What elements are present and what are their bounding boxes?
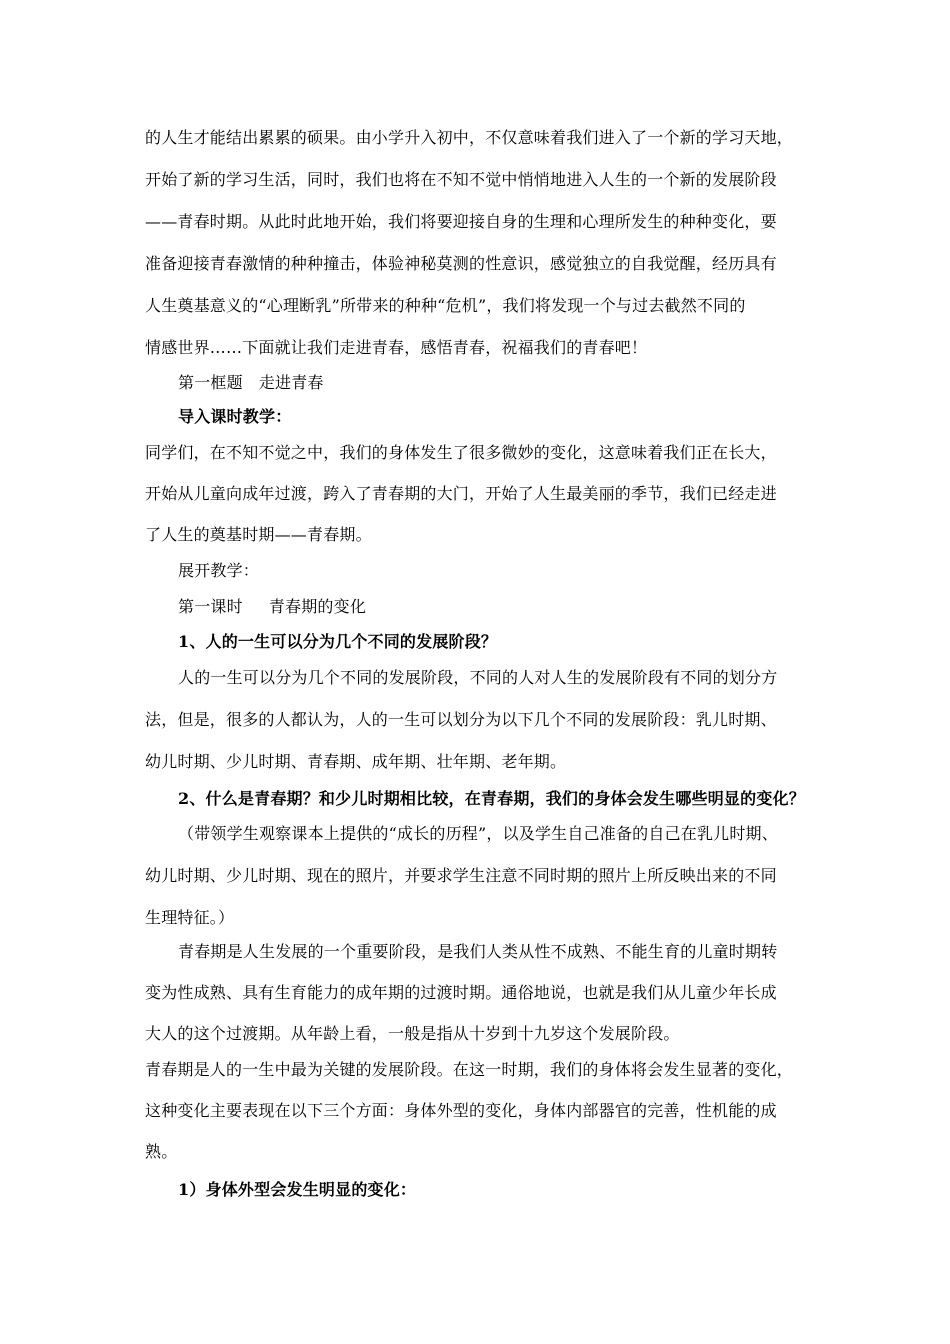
section-title: 走进青春 [258, 373, 324, 392]
note-line: （带领学生观察课本上提供的“成长的历程”，以及学生自己准备的自己在乳儿时期、 [178, 824, 778, 843]
definition-line: 变为性成熟、具有生育能力的成年期的过渡时期。通俗地说，也就是我们从儿童少年长成 [145, 983, 777, 1002]
intro-line: 开始了新的学习生活，同时，我们也将在不知不觉中悄悄地进入人生的一个新的发展阶段 [145, 170, 777, 189]
lead-in-heading: 导入课时教学： [178, 407, 292, 426]
definition-line: 青春期是人生发展的一个重要阶段，是我们人类从性不成熟、不能生育的儿童时期转 [178, 942, 778, 961]
lesson-label: 第一课时 [178, 597, 243, 616]
intro-line: 准备迎接青春激情的种种撞击，体验神秘莫测的性意识，感觉独立的自我觉醒，经历具有 [145, 254, 777, 273]
question-2: 2、什么是青春期？和少儿时期相比较，在青春期，我们的身体会发生哪些明显的变化？ [178, 789, 805, 808]
answer-1-line: 法，但是，很多的人都认为，人的一生可以划分为以下几个不同的发展阶段：乳儿时期、 [145, 710, 777, 729]
definition-line: 大人的这个过渡期。从年龄上看，一般是指从十岁到十九岁这个发展阶段。 [145, 1024, 680, 1043]
note-line: 生理特征。） [145, 908, 235, 927]
intro-line: 的人生才能结出累累的硕果。由小学升入初中，不仅意味着我们进入了一个新的学习天地， [145, 128, 794, 147]
answer-1-line: 幼儿时期、少儿时期、青春期、成年期、壮年期、老年期。 [145, 752, 567, 771]
intro-line: 情感世界……下面就让我们走进青春，感悟青春，祝福我们的青春吧！ [145, 338, 648, 357]
importance-line: 熟。 [145, 1142, 178, 1161]
importance-line: 青春期是人的一生中最为关键的发展阶段。在这一时期，我们的身体将会发生显著的变化， [145, 1060, 794, 1079]
lead-in-line: 同学们，在不知不觉之中，我们的身体发生了很多微妙的变化，这意味着我们正在长大， [145, 443, 777, 462]
importance-line: 这种变化主要表现在以下三个方面：身体外型的变化，身体内部器官的完善，性机能的成 [145, 1101, 777, 1120]
intro-line: 人生奠基意义的“心理断乳”所带来的种种“危机”，我们将发现一个与过去截然不同的 [145, 296, 746, 315]
subheading-1: 1）身体外型会发生明显的变化： [178, 1180, 417, 1199]
question-1: 1、人的一生可以分为几个不同的发展阶段？ [178, 632, 498, 651]
note-line: 幼儿时期、少儿时期、现在的照片，并要求学生注意不同时期的照片上所反映出来的不同 [145, 866, 777, 885]
expand-heading: 展开教学： [178, 561, 260, 580]
section-heading [178, 373, 324, 393]
lead-in-line: 开始从儿童向成年过渡，跨入了青春期的大门，开始了人生最美丽的季节，我们已经走进 [145, 484, 777, 503]
lead-in-line: 了人生的奠基时期——青春期。 [145, 525, 372, 544]
lesson-title: 青春期的变化 [268, 597, 367, 616]
section-label: 第一框题 [178, 373, 243, 392]
intro-line: ——青春时期。从此时此地开始，我们将要迎接自身的生理和心理所发生的种种变化，要 [145, 212, 777, 231]
lesson-heading [178, 597, 366, 617]
answer-1-line: 人的一生可以分为几个不同的发展阶段，不同的人对人生的发展阶段有不同的划分方 [178, 668, 778, 687]
